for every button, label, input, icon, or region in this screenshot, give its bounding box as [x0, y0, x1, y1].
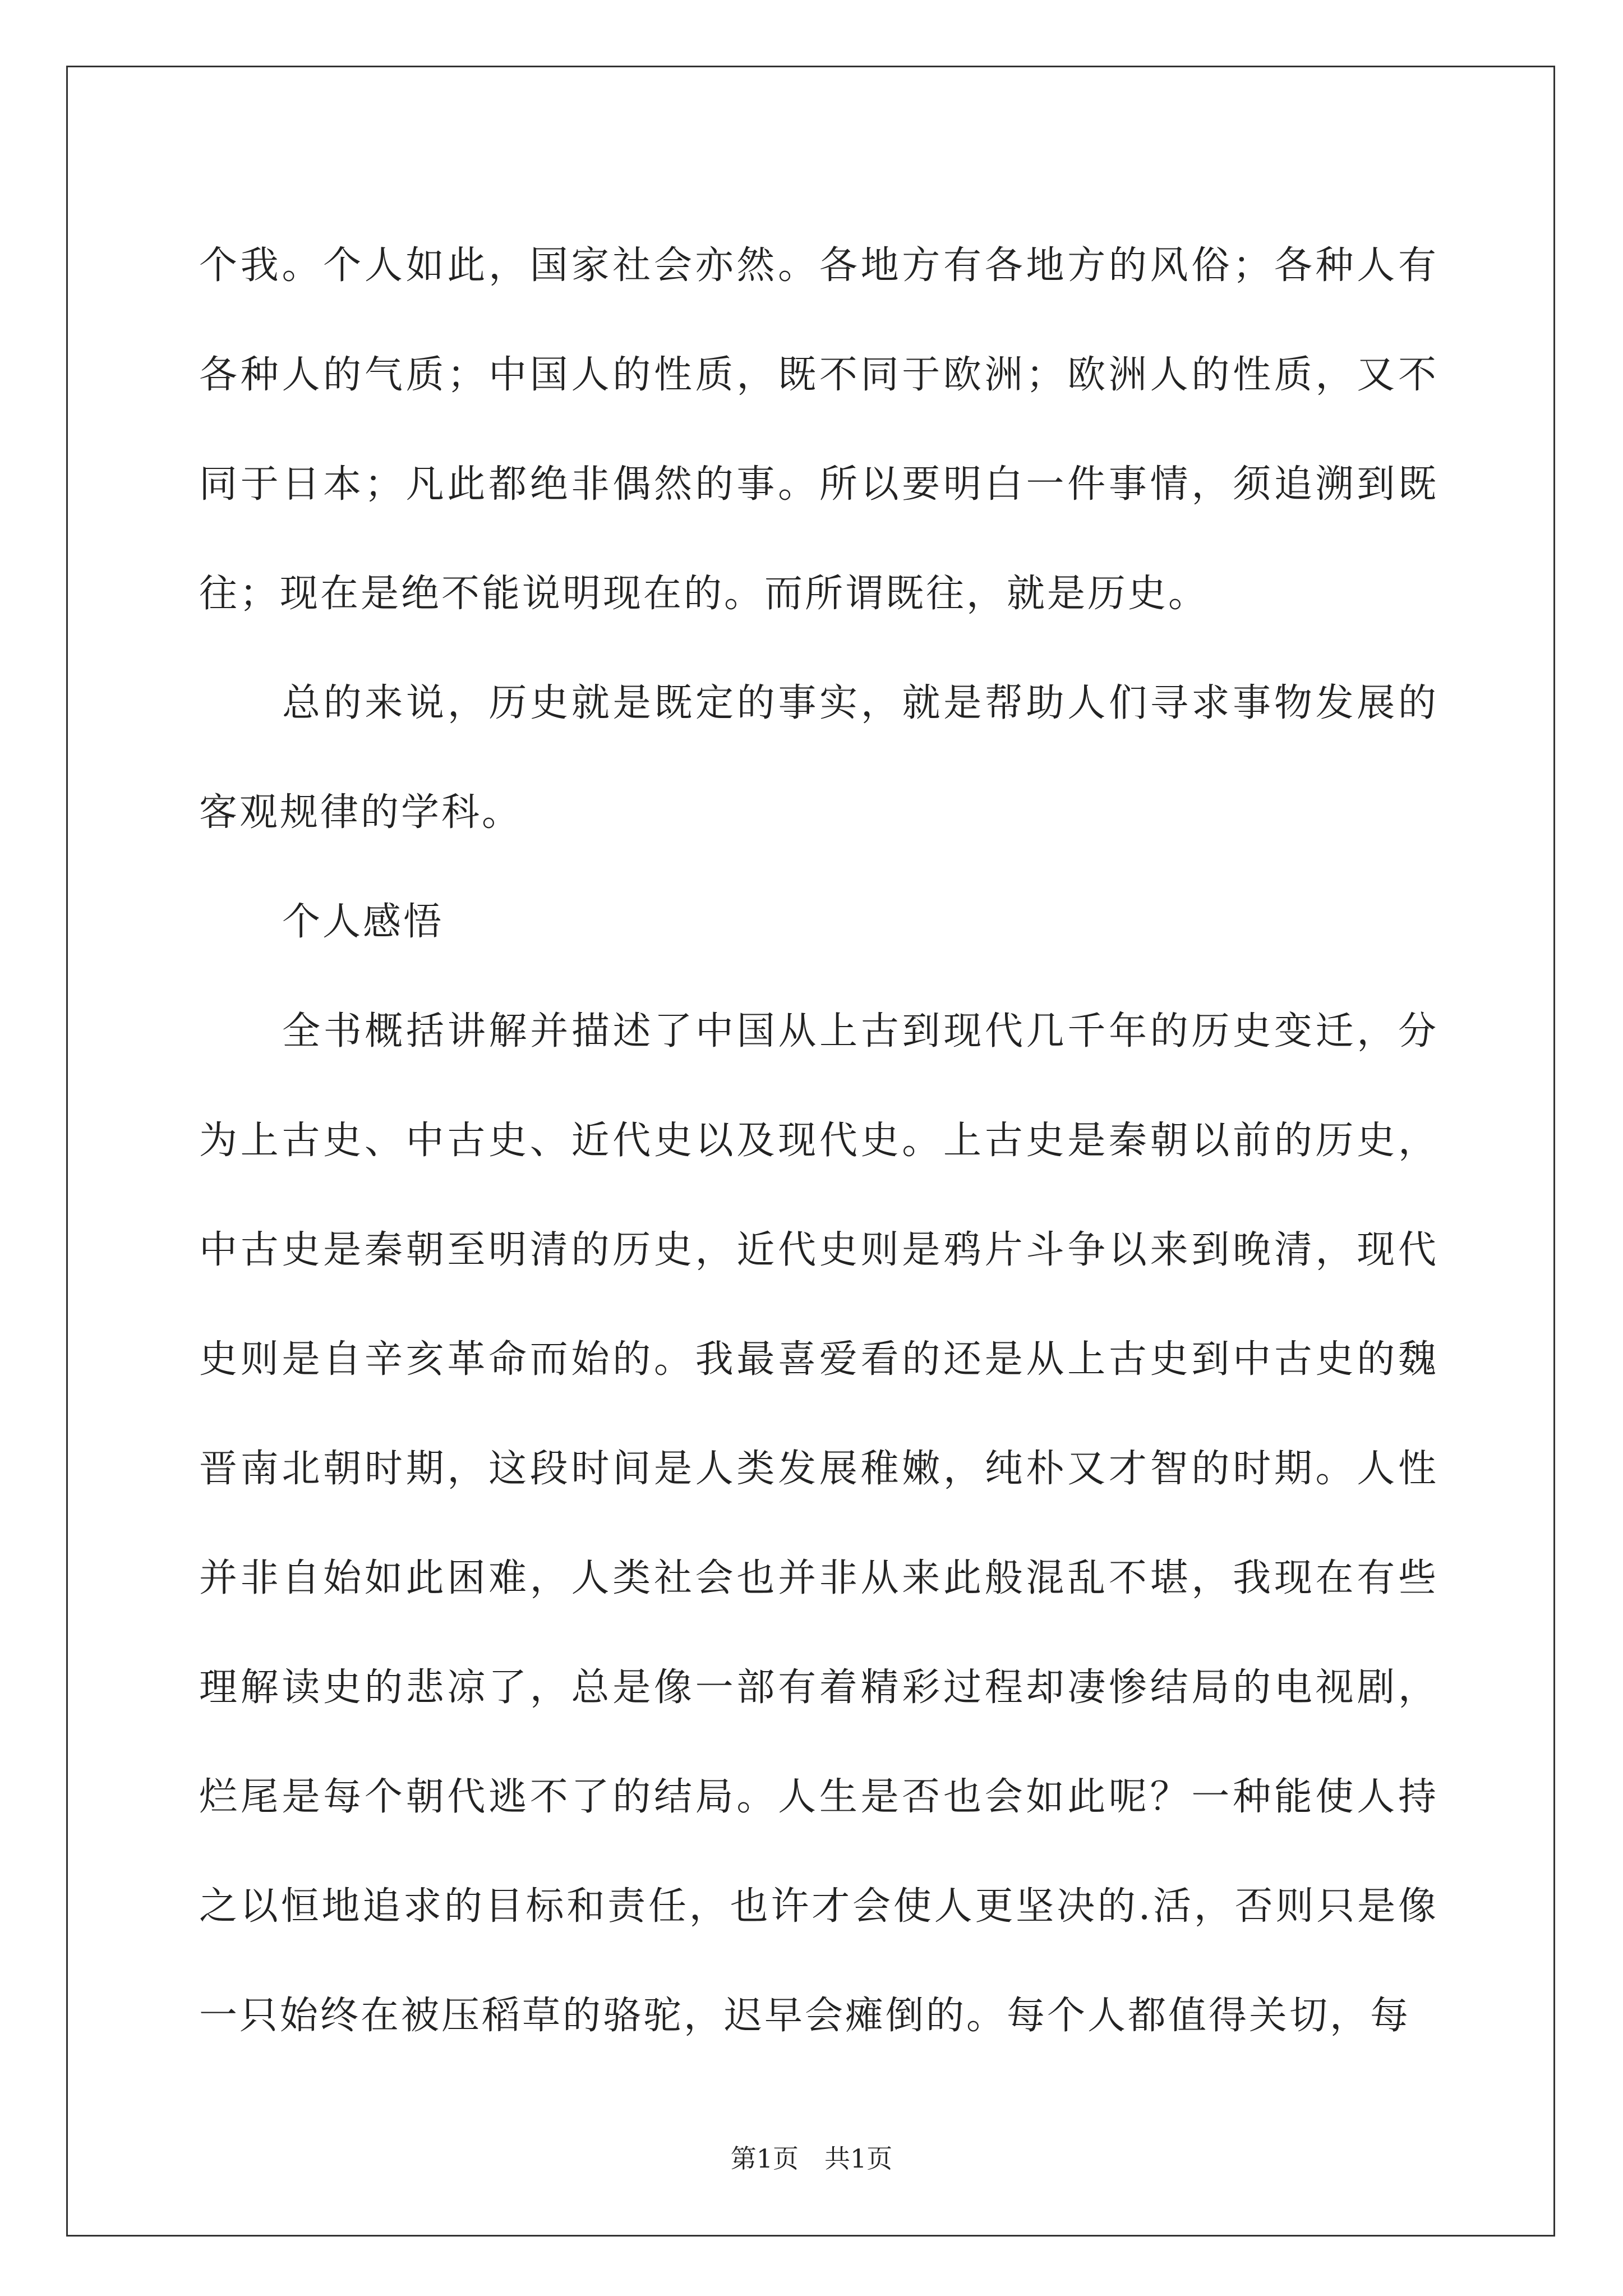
paragraph-2: 总的来说，历史就是既定的事实，就是帮助人们寻求事物发展的客观规律的学科。: [199, 681, 1438, 835]
document-body: [199, 211, 1438, 2070]
page-number-footer: 第1页 共1页: [730, 2143, 893, 2174]
section-heading: 个人感悟: [282, 900, 444, 944]
paragraph-1: 个我。个人如此，国家社会亦然。各地方有各地方的风俗；各种人有各种人的气质；中国人的性质，既不同于欧洲；欧洲人的性质，又不同于日本；凡此都绝非偶然的事。所以要明白一件事情，须追溯到既往；现在是绝不能说明现在的。而所谓既往，就是历史。: [199, 243, 1438, 616]
paragraph-3: 全书概括讲解并描述了中国从上古到现代几千年的历史变迁，分为上古史、中古史、近代史以及现代史。上古史是秦朝以前的历史，中古史是秦朝至明清的历史，近代史则是鸦片斗争以来到晚清，现代史则是自辛亥革命而始的。我最喜爱看的还是从上古史到中古史的魏晋南北朝时期，这段时间是人类发展稚嫩，纯朴又才智的时期。人性并非自始如此困难，人类社会也并非从来此般混乱不堪，我现在有些理解读史的悲凉了，总是像一部有着精彩过程却凄惨结局的电视剧，烂尾是每个朝代逃不了的结局。人生是否也会如此呢？一种能使人持之以恒地追求的目标和责任，也许才会使人更坚决的.活，否则只是像一只始终在被压稻草的骆驼，迟早会瘫倒的。每个人都值得关切，每: [199, 1009, 1438, 2038]
